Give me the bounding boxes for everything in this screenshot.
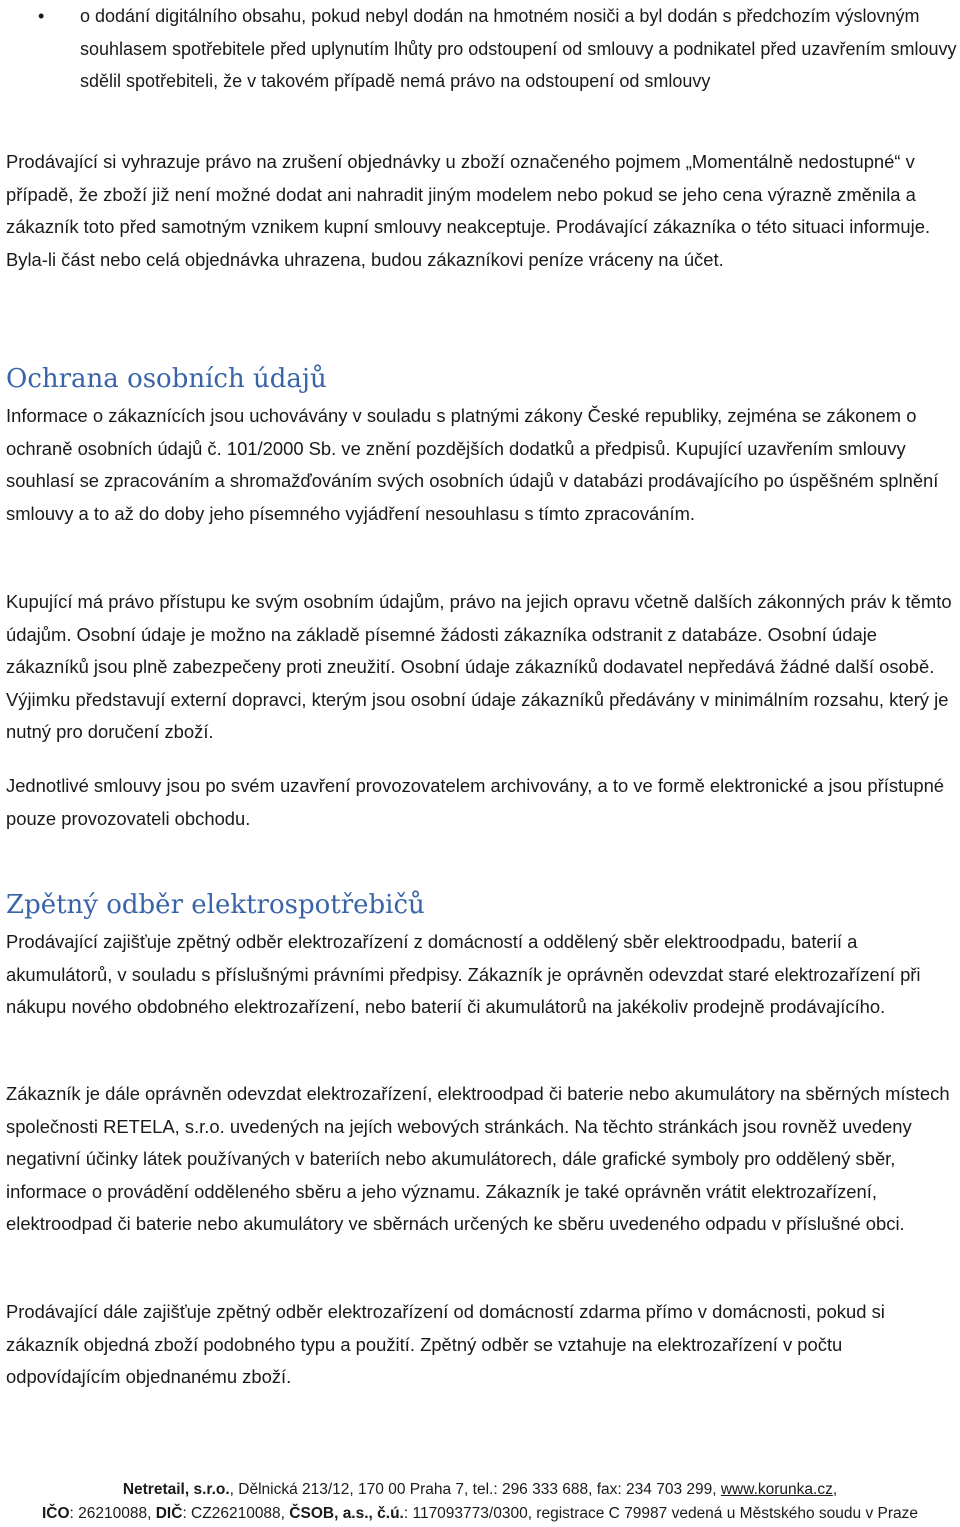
section-heading-privacy: Ochrana osobních údajů bbox=[6, 364, 327, 394]
list-item: o dodání digitálního obsahu, pokud nebyl dodán na hmotném nosiči a byl dodán s předchozím výslovným souhlasem spotřebitele před uplynutím lhůty pro odstoupení od smlouvy a podnikatel před uzavřením smlouvy sdělil spotřebiteli, že v takovém případě nemá právo na odstoupení od smlouvy bbox=[80, 6, 957, 91]
footer-bank: ČSOB, a.s., č.ú. bbox=[289, 1505, 404, 1522]
privacy-paragraph-3: Jednotlivé smlouvy jsou po svém uzavření provozovatelem archivovány, a to ve formě elektronické a jsou přístupné pouze provozovateli obchodu. bbox=[6, 775, 945, 829]
bullet-icon: • bbox=[38, 6, 45, 26]
footer-website-link[interactable]: www.korunka.cz bbox=[720, 1481, 833, 1498]
recycling-paragraph-1: Prodávající zajišťuje zpětný odběr elektrozařízení z domácností a oddělený sběr elektroodpadu, baterií a akumulátorů, v souladu s příslušnými právními předpisy. Zákazník je oprávněn odevzdat staré elektrozařízení při nákupu nového obdobného elektrozařízení, nebo baterií či akumulátorů na jakékoliv prodejně prodávajícího. bbox=[6, 931, 921, 1018]
footer-address: , Dělnická 213/12, 170 00 Praha 7, tel.: 296 333 688, fax: 234 703 299, bbox=[229, 1481, 721, 1498]
privacy-paragraph-2: Kupující má právo přístupu ke svým osobním údajům, právo na jejich opravu včetně dalších zákonných práv k těmto údajům. Osobní údaje je možno na základě písemné žádosti zákazníka odstranit z databáze. Osobní údaje zákazníků jsou plně zabezpečeny proti zneužití. Osobní údaje zákazníků dodavatel nepředává žádné další osobě. Výjimku představují externí dopravci, kterým jsou osobní údaje zákazníků předávány v minimálním rozsahu, který je nutný pro doručení zboží. bbox=[6, 591, 952, 743]
recycling-paragraph-3: Prodávající dále zajišťuje zpětný odběr elektrozařízení od domácností zdarma přímo v domácnosti, pokud si zákazník objedná zboží podobného typu a použití. Zpětný odběr se vztahuje na elektrozařízení v počtu odpovídajícím objednanému zboží. bbox=[6, 1301, 885, 1388]
privacy-paragraph-1: Informace o zákaznících jsou uchovávány v souladu s platnými zákony České republiky, zejména se zákonem o ochraně osobních údajů č. 101/2000 Sb. ve znění pozdějších dodatků a předpisů. Kupující uzavřením smlouvy souhlasí se zpracováním a shromažďováním svých osobních údajů v databázi prodávajícího po úspěšném splnění smlouvy a to až do doby jeho písemného vyjádření nesouhlasu s tímto zpracováním. bbox=[6, 405, 939, 524]
footer-line-1: Netretail, s.r.o., Dělnická 213/12, 170 00 Praha 7, tel.: 296 333 688, fax: 234 703 299, www.korunka.cz, bbox=[122, 1481, 838, 1498]
footer-dic-label: DIČ bbox=[155, 1505, 183, 1522]
footer-company: Netretail, s.r.o. bbox=[122, 1481, 230, 1498]
section-heading-recycling: Zpětný odběr elektrospotřebičů bbox=[6, 890, 425, 920]
cancellation-paragraph: Prodávající si vyhrazuje právo na zrušení objednávky u zboží označeného pojmem „Momentálně nedostupné“ v případě, že zboží již není možné dodat ani nahradit jiným modelem nebo pokud se jeho cena výrazně změnila a zákazník toto před samotným vznikem kupní smlouvy neakceptuje. Prodávající zákazníka o této situaci informuje. Byla-li část nebo celá objednávka uhrazena, budou zákazníkovi peníze vráceny na účet. bbox=[6, 151, 931, 270]
footer-ico-label: IČO bbox=[41, 1505, 70, 1522]
recycling-paragraph-2: Zákazník je dále oprávněn odevzdat elektrozařízení, elektroodpad či baterie nebo akumulátory na sběrných místech společnosti RETELA, s.r.o. uvedených na jejích webových stránkách. Na těchto stránkách jsou rovněž uvedeny negativní účinky látek používaných v bateriích nebo akumulátorech, dále grafické symboly pro oddělený sběr, informace o provádění odděleného sběru a jeho významu. Zákazník je také oprávněn vrátit elektrozařízení, elektroodpad či baterie nebo akumulátory ve sběrnách určených ke sběru uvedeného odpadu v příslušné obci. bbox=[6, 1083, 950, 1235]
footer-line-2: IČO: 26210088, DIČ: CZ26210088, ČSOB, a.s., č.ú.: 117093773/0300, registrace C 79987 vedená u Městského soudu v Praze bbox=[41, 1505, 919, 1522]
